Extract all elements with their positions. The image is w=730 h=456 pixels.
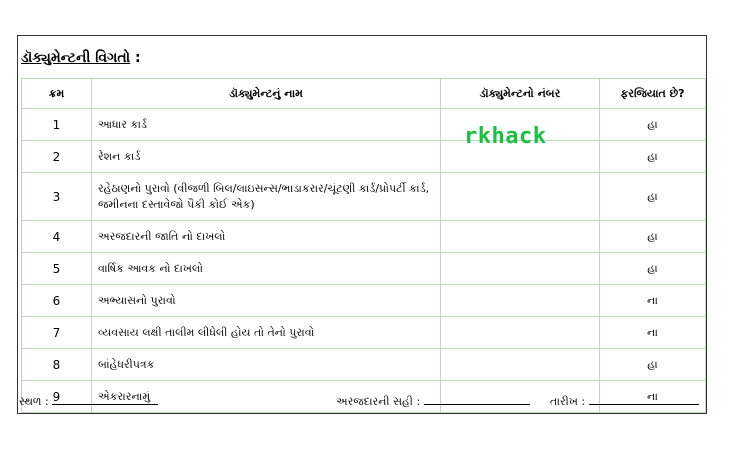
header-required: ફરજિયાત છે? (600, 79, 706, 109)
document-form (17, 35, 707, 414)
date-input-line[interactable] (589, 394, 699, 405)
header-no: ક્રમ (22, 79, 92, 109)
row-document-number[interactable] (441, 317, 600, 349)
header-document-number: ડૉક્યુમેન્ટનો નંબર (441, 79, 600, 109)
table-header-row (22, 79, 706, 109)
documents-table (21, 78, 706, 413)
table-row (22, 141, 706, 173)
signature-label: અરજદારની સહી : (336, 395, 421, 408)
place-field (19, 394, 158, 409)
date-label: તારીખ : (550, 395, 586, 408)
row-no: 6 (22, 285, 92, 317)
table-row (22, 173, 706, 221)
row-document-name: રહેઠાણનો પુરાવો (વીજળી બિલ/લાઇસન્સ/ભાડાકરાર/ચૂંટણી કાર્ડ/પ્રોપર્ટી કાર્ડ, જમીનના દસ્તાવેજો પૈકી કોઈ એક) (92, 173, 441, 221)
table-row (22, 349, 706, 381)
row-no: 1 (22, 109, 92, 141)
row-document-name: અભ્યાસનો પુરાવો (92, 285, 441, 317)
row-document-name: રેશન કાર્ડ (92, 141, 441, 173)
row-required: ના (600, 381, 706, 413)
row-required: હા (600, 253, 706, 285)
row-required: ના (600, 285, 706, 317)
row-document-number[interactable] (441, 349, 600, 381)
row-document-number[interactable] (441, 173, 600, 221)
row-document-number[interactable] (441, 253, 600, 285)
row-no: 4 (22, 221, 92, 253)
row-no: 3 (22, 173, 92, 221)
row-document-name: વ્યવસાય લક્ષી તાલીમ લીધેલી હોય તો તેનો પુરાવો (92, 317, 441, 349)
table-row (22, 253, 706, 285)
row-required: હા (600, 221, 706, 253)
row-document-name: બાંહેધરીપત્રક (92, 349, 441, 381)
signature-field (336, 394, 530, 409)
table-row (22, 109, 706, 141)
section-heading: ડૉક્યુમેન્ટની વિગતો : (21, 50, 141, 66)
row-no: 9 (22, 381, 92, 413)
row-document-name: આધાર કાર્ડ (92, 109, 441, 141)
row-required: હા (600, 173, 706, 221)
row-required: ના (600, 317, 706, 349)
row-no: 5 (22, 253, 92, 285)
place-label: સ્થળ : (19, 395, 49, 408)
header-document-name: ડૉક્યુમેન્ટનું નામ (92, 79, 441, 109)
signature-input-line[interactable] (424, 394, 530, 405)
date-field (550, 394, 699, 409)
row-required: હા (600, 109, 706, 141)
row-document-name: અરજદારની જાતિ નો દાખલો (92, 221, 441, 253)
place-input-line[interactable] (52, 394, 158, 405)
row-no: 8 (22, 349, 92, 381)
watermark-text: rkhack (464, 124, 547, 149)
table-row (22, 285, 706, 317)
row-document-name: વાર્ષિક આવક નો દાખલો (92, 253, 441, 285)
row-required: હા (600, 141, 706, 173)
row-required: હા (600, 349, 706, 381)
row-no: 2 (22, 141, 92, 173)
row-no: 7 (22, 317, 92, 349)
row-document-name: એકરારનામું (92, 381, 441, 413)
table-row (22, 221, 706, 253)
row-document-number[interactable] (441, 285, 600, 317)
row-document-number[interactable] (441, 221, 600, 253)
table-row (22, 317, 706, 349)
